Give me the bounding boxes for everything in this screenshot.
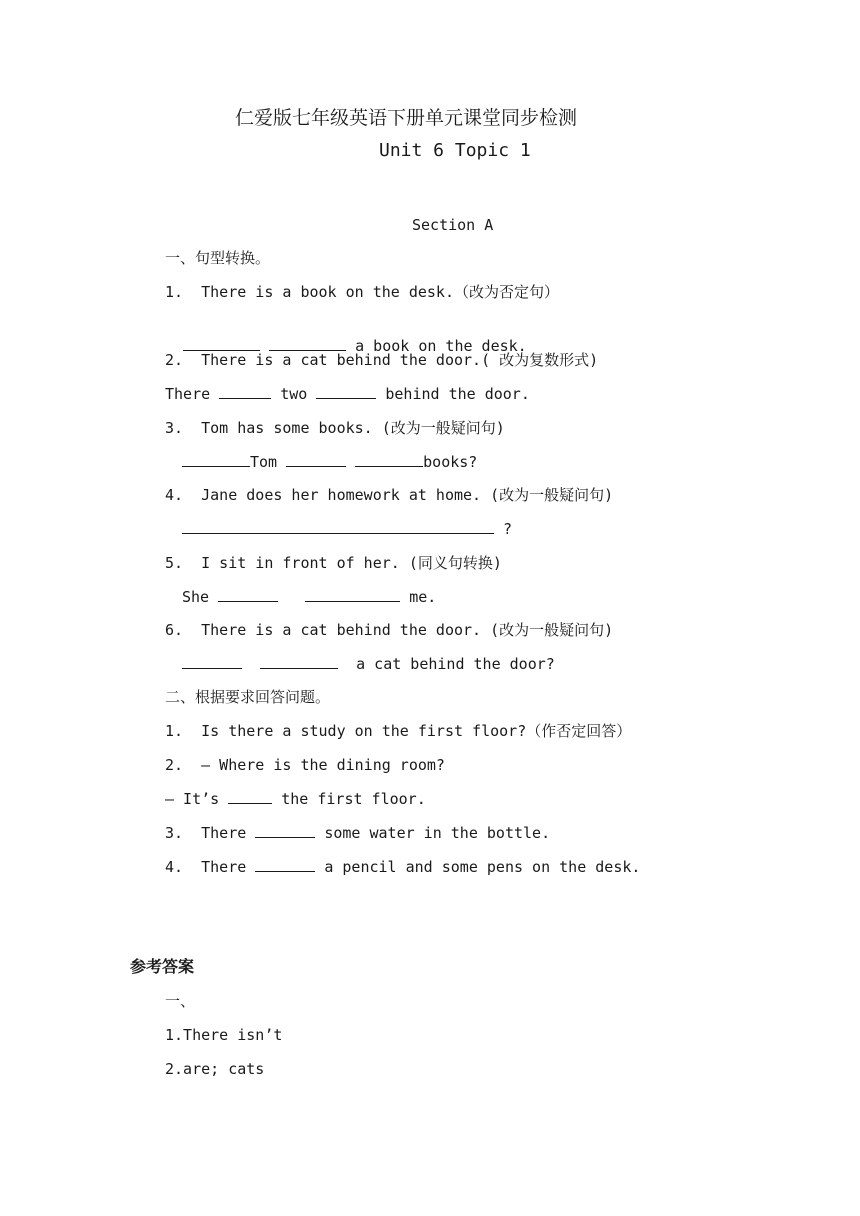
question-1: 1. There is a book on the desk.（改为否定句）: [165, 283, 559, 301]
answer-text: two: [271, 385, 317, 403]
part2-question-4: [165, 857, 640, 877]
answer-text: ?: [494, 520, 513, 538]
part2-answer-2: [165, 789, 426, 809]
answer-line-5: [182, 587, 436, 607]
part2-question-3: [165, 823, 550, 843]
answer-text: a pencil and some pens on the desk.: [315, 858, 641, 876]
question-4: 4. Jane does her homework at home. (改为一般疑问句): [165, 486, 614, 504]
part2-question-2: 2. — Where is the dining room?: [165, 756, 445, 774]
answer-line-3: [182, 452, 477, 472]
answer-key-2: 2.are; cats: [165, 1060, 265, 1078]
answer-text: She: [182, 588, 219, 606]
answer-key-heading: 参考答案: [130, 957, 195, 976]
answer-text: — It’s: [165, 790, 229, 808]
blank: [355, 452, 423, 467]
answer-text: books?: [423, 453, 478, 471]
blank: [218, 587, 278, 602]
question-3: 3. Tom has some books. (改为一般疑问句): [165, 419, 505, 437]
answer-text: a book on the desk.: [346, 337, 527, 355]
answer-line-2: [165, 384, 530, 404]
blank: [183, 336, 260, 351]
answer-key-part: 一、: [165, 992, 196, 1010]
part1-heading: 一、句型转换。: [165, 249, 271, 267]
answer-text: Tom: [250, 453, 287, 471]
question-2: 2. There is a cat behind the door.( 改为复数形式): [165, 351, 599, 369]
blank: [305, 587, 400, 602]
part2-question-1: 1. Is there a study on the first floor?（作否定回答）: [165, 722, 632, 740]
answer-text: me.: [400, 588, 437, 606]
blank: [286, 452, 346, 467]
blank: [316, 384, 376, 399]
answer-text: the first floor.: [272, 790, 426, 808]
answer-line-6: [182, 654, 555, 674]
blank: [255, 857, 315, 872]
question-5: 5. I sit in front of her. (同义句转换): [165, 554, 502, 572]
question-6: 6. There is a cat behind the door. (改为一般疑问句): [165, 621, 614, 639]
blank: [219, 384, 271, 399]
blank: [260, 654, 338, 669]
blank: [182, 654, 242, 669]
blank: [228, 789, 272, 804]
answer-text: There: [165, 385, 220, 403]
blank: [269, 336, 346, 351]
answer-text: 4. There: [165, 858, 256, 876]
answer-text: a cat behind the door?: [338, 655, 555, 673]
unit-subtitle: Unit 6 Topic 1: [379, 140, 531, 161]
answer-line-4: [182, 519, 512, 539]
answer-text: behind the door.: [376, 385, 530, 403]
part2-heading: 二、根据要求回答问题。: [165, 688, 331, 706]
answer-key-1: 1.There isn’t: [165, 1026, 283, 1044]
answer-text: 3. There: [165, 824, 256, 842]
section-label: Section A: [412, 216, 494, 234]
page-title: 仁爱版七年级英语下册单元课堂同步检测: [235, 107, 578, 129]
answer-text: some water in the bottle.: [315, 824, 551, 842]
blank: [255, 823, 315, 838]
blank: [182, 519, 494, 534]
blank: [182, 452, 250, 467]
